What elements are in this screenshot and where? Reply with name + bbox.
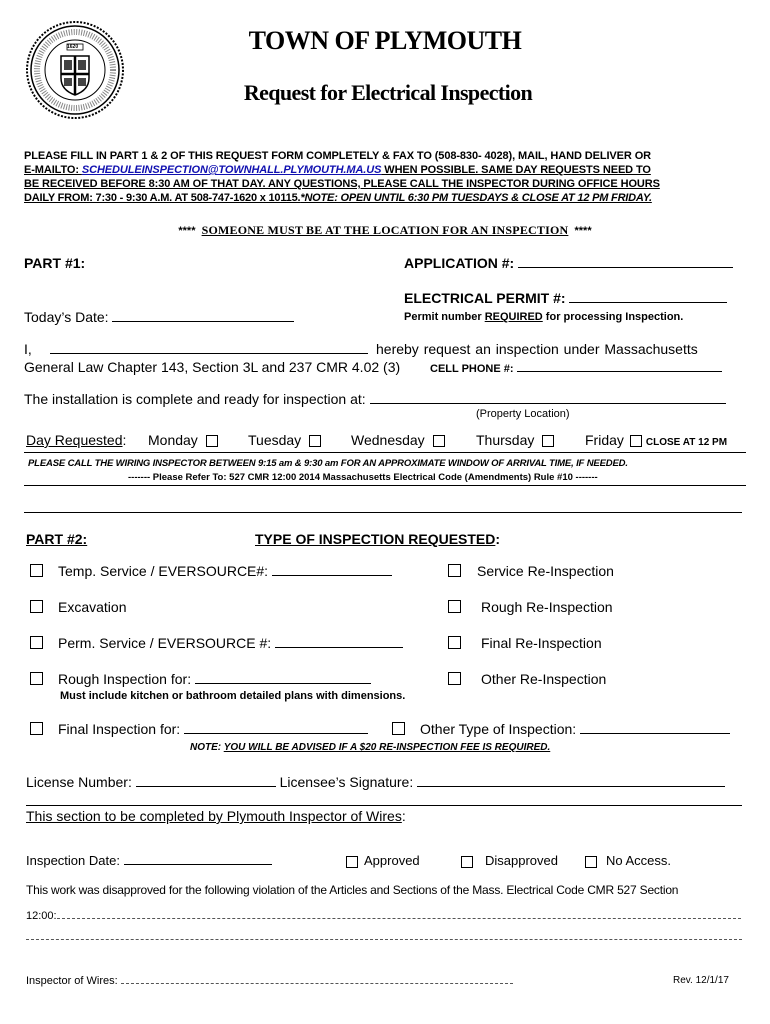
revision-label: Rev. 12/1/17 (673, 975, 729, 986)
day-wednesday-checkbox[interactable] (433, 435, 445, 447)
application-field[interactable] (518, 255, 733, 268)
call-note: PLEASE CALL THE WIRING INSPECTOR BETWEEN 9:15 am & 9:30 am FOR AN APPROXIMATE WINDOW OF ARRIVAL TIME, IF NEEDED. (28, 458, 628, 469)
disapproved-checkbox[interactable] (461, 856, 473, 868)
day-tuesday[interactable] (248, 432, 325, 448)
todays-date-row (24, 309, 294, 325)
inspector-heading-text: This section to be completed by Plymouth Inspector of Wires (26, 808, 402, 824)
hereby-text: hereby request an inspection under Massachusetts (376, 341, 698, 357)
inspection-date-row (26, 853, 272, 868)
perm-service-field[interactable] (275, 635, 403, 648)
other-type-field[interactable] (580, 721, 730, 734)
option-temp-service[interactable] (30, 563, 392, 579)
application-row (404, 255, 733, 271)
instructions-line-1: PLEASE FILL IN PART 1 & 2 OF THIS REQUEST FORM COMPLETELY & FAX TO (508-830- 4028), MAIL, HAND DELIVER OR (24, 150, 651, 162)
violation-text: This work was disapproved for the following violation of the Articles and Sections of the Mass. Electrical Code CMR 527 Section (26, 883, 679, 897)
signature-field[interactable] (417, 774, 725, 787)
inspector-field[interactable] (121, 973, 513, 984)
permit-row (404, 290, 727, 306)
excavation-checkbox[interactable] (30, 600, 43, 613)
name-field[interactable] (50, 341, 368, 354)
approved-option[interactable] (346, 853, 420, 868)
rough-reinspection-checkbox[interactable] (448, 600, 461, 613)
email-prefix: E-MAILTO: (24, 164, 82, 176)
warning-stars-right: **** (574, 225, 592, 237)
instructions-line-3: BE RECEIVED BEFORE 8:30 AM OF THAT DAY. ANY QUESTIONS, PLEASE CALL THE INSPECTOR DURING OFFICE HOURS (24, 178, 660, 190)
no-access-option[interactable] (585, 853, 671, 868)
rough-reinspection-label: Rough Re-Inspection (481, 599, 613, 615)
temp-service-checkbox[interactable] (30, 564, 43, 577)
day-monday[interactable] (148, 432, 222, 448)
instructions (24, 149, 748, 205)
license-field[interactable] (136, 774, 276, 787)
option-other-reinspection[interactable] (448, 671, 606, 687)
final-reinspection-checkbox[interactable] (448, 636, 461, 649)
day-requested-label: Day Requested (26, 432, 123, 448)
instructions-note: *NOTE: OPEN UNTIL 6:30 PM TUESDAYS & CLOSE AT 12 PM FRIDAY. (300, 192, 652, 204)
final-inspection-label: Final Inspection for: (58, 721, 181, 737)
no-access-checkbox[interactable] (585, 856, 597, 868)
inspection-date-field[interactable] (124, 854, 272, 865)
disapproved-label: Disapproved (485, 853, 558, 868)
fee-note-text: YOU WILL BE ADVISED IF A $20 RE-INSPECTION FEE IS REQUIRED. (223, 742, 551, 753)
day-requested-colon: : (122, 432, 127, 448)
day-tuesday-checkbox[interactable] (309, 435, 321, 447)
other-reinspection-checkbox[interactable] (448, 672, 461, 685)
excavation-label: Excavation (58, 599, 127, 615)
day-monday-checkbox[interactable] (206, 435, 218, 447)
permit-label: ELECTRICAL PERMIT #: (404, 290, 566, 306)
signature-label: Licensee’s Signature: (279, 774, 414, 790)
section-row (26, 908, 741, 922)
perm-service-label: Perm. Service / EVERSOURCE #: (58, 635, 272, 651)
warning-text: SOMEONE MUST BE AT THE LOCATION FOR AN INSPECTION (201, 223, 569, 237)
approved-label: Approved (364, 853, 420, 868)
email-link[interactable]: SCHEDULEINSPECTION@TOWNHALL.PLYMOUTH.MA.US (81, 164, 382, 176)
seal-year: 1620 (67, 44, 79, 50)
day-friday-checkbox[interactable] (630, 435, 642, 447)
day-requested-row (26, 432, 126, 448)
day-thursday-checkbox[interactable] (542, 435, 554, 447)
inspector-row (26, 973, 513, 987)
option-rough-inspection[interactable] (30, 671, 371, 687)
i-row (24, 341, 368, 357)
rough-inspection-field[interactable] (195, 671, 371, 684)
section-field[interactable] (57, 908, 741, 919)
section-label: 12:00: (26, 910, 57, 922)
option-final-reinspection[interactable] (448, 635, 602, 651)
fee-note (190, 742, 550, 753)
page-subtitle: Request for Electrical Inspection (243, 80, 533, 105)
page-title: TOWN OF PLYMOUTH (248, 26, 522, 55)
other-type-label: Other Type of Inspection: (420, 721, 577, 737)
todays-date-label: Today’s Date: (24, 309, 109, 325)
rough-note: Must include kitchen or bathroom detailed plans with dimensions. (60, 690, 406, 702)
final-inspection-field[interactable] (184, 721, 368, 734)
inspection-date-label: Inspection Date: (26, 853, 120, 868)
cell-phone-label: CELL PHONE #: (430, 363, 514, 375)
final-reinspection-label: Final Re-Inspection (481, 635, 602, 651)
service-reinspection-checkbox[interactable] (448, 564, 461, 577)
day-thursday[interactable] (476, 432, 558, 448)
signature-divider (26, 805, 742, 806)
divider-top (24, 452, 746, 453)
permit-note-required: REQUIRED (484, 311, 543, 323)
installation-text: The installation is complete and ready for inspection at: (24, 391, 366, 407)
violation-extra-line[interactable] (26, 929, 742, 940)
inspector-label: Inspector of Wires: (26, 975, 118, 987)
option-other-type[interactable] (392, 721, 730, 737)
permit-note-prefix: Permit number (404, 311, 485, 323)
todays-date-field[interactable] (112, 309, 294, 322)
divider-bottom (24, 485, 746, 486)
section-divider (24, 512, 742, 513)
permit-field[interactable] (569, 290, 727, 303)
final-inspection-checkbox[interactable] (30, 722, 43, 735)
application-label: APPLICATION #: (404, 255, 515, 271)
day-tuesday-label: Tuesday (248, 432, 302, 448)
rough-inspection-label: Rough Inspection for: (58, 671, 192, 687)
day-monday-label: Monday (148, 432, 198, 448)
part2-label: PART #2: (26, 531, 88, 547)
license-label: License Number: (26, 774, 132, 790)
installation-row (24, 391, 726, 407)
other-reinspection-label: Other Re-Inspection (481, 671, 607, 687)
refer-note: ------- Please Refer To: 527 CMR 12:00 2014 Massachusetts Electrical Code (Amendments) Rule #10 ------- (128, 472, 598, 483)
license-row (26, 774, 725, 790)
permit-note-suffix: for processing Inspection. (542, 311, 684, 323)
disapproved-option[interactable] (461, 853, 558, 868)
warning-banner (0, 223, 770, 238)
perm-service-checkbox[interactable] (30, 636, 43, 649)
temp-service-field[interactable] (272, 563, 392, 576)
day-thursday-label: Thursday (476, 432, 535, 448)
property-location-label: (Property Location) (476, 408, 570, 420)
friday-note: CLOSE AT 12 PM (645, 437, 728, 448)
day-friday-label: Friday (585, 432, 624, 448)
inspector-heading: This section to be completed by Plymouth Inspector of Wires: (26, 808, 406, 824)
type-heading: TYPE OF INSPECTION REQUESTED: (255, 531, 501, 547)
no-access-label: No Access. (606, 853, 672, 868)
option-rough-reinspection[interactable] (448, 599, 613, 615)
day-wednesday[interactable] (351, 432, 449, 448)
temp-service-label: Temp. Service / EVERSOURCE#: (58, 563, 269, 579)
option-perm-service[interactable] (30, 635, 403, 651)
instructions-line-4: DAILY FROM: 7:30 - 9:30 A.M. AT 508-747-1620 x 10115. (24, 192, 301, 204)
day-friday[interactable] (585, 432, 727, 448)
option-final-inspection[interactable] (30, 721, 368, 737)
option-service-reinspection[interactable] (448, 563, 614, 579)
fee-note-prefix: NOTE: (190, 742, 224, 753)
approved-checkbox[interactable] (346, 856, 358, 868)
day-wednesday-label: Wednesday (351, 432, 425, 448)
i-label: I, (24, 341, 32, 357)
permit-note (404, 311, 683, 323)
cell-phone-row (430, 361, 722, 375)
rough-inspection-checkbox[interactable] (30, 672, 43, 685)
law-text: General Law Chapter 143, Section 3L and 237 CMR 4.02 (3) (24, 359, 401, 375)
warning-stars-left: **** (178, 225, 196, 237)
part1-label: PART #1: (24, 255, 86, 271)
other-type-checkbox[interactable] (392, 722, 405, 735)
type-label: TYPE OF INSPECTION REQUESTED (255, 531, 496, 547)
service-reinspection-label: Service Re-Inspection (477, 563, 614, 579)
cell-phone-field[interactable] (517, 361, 722, 372)
option-excavation[interactable] (30, 599, 126, 615)
property-location-field[interactable] (370, 391, 726, 404)
instructions-line-2-suffix: WHEN POSSIBLE. SAME DAY REQUESTS NEED TO (381, 164, 651, 176)
